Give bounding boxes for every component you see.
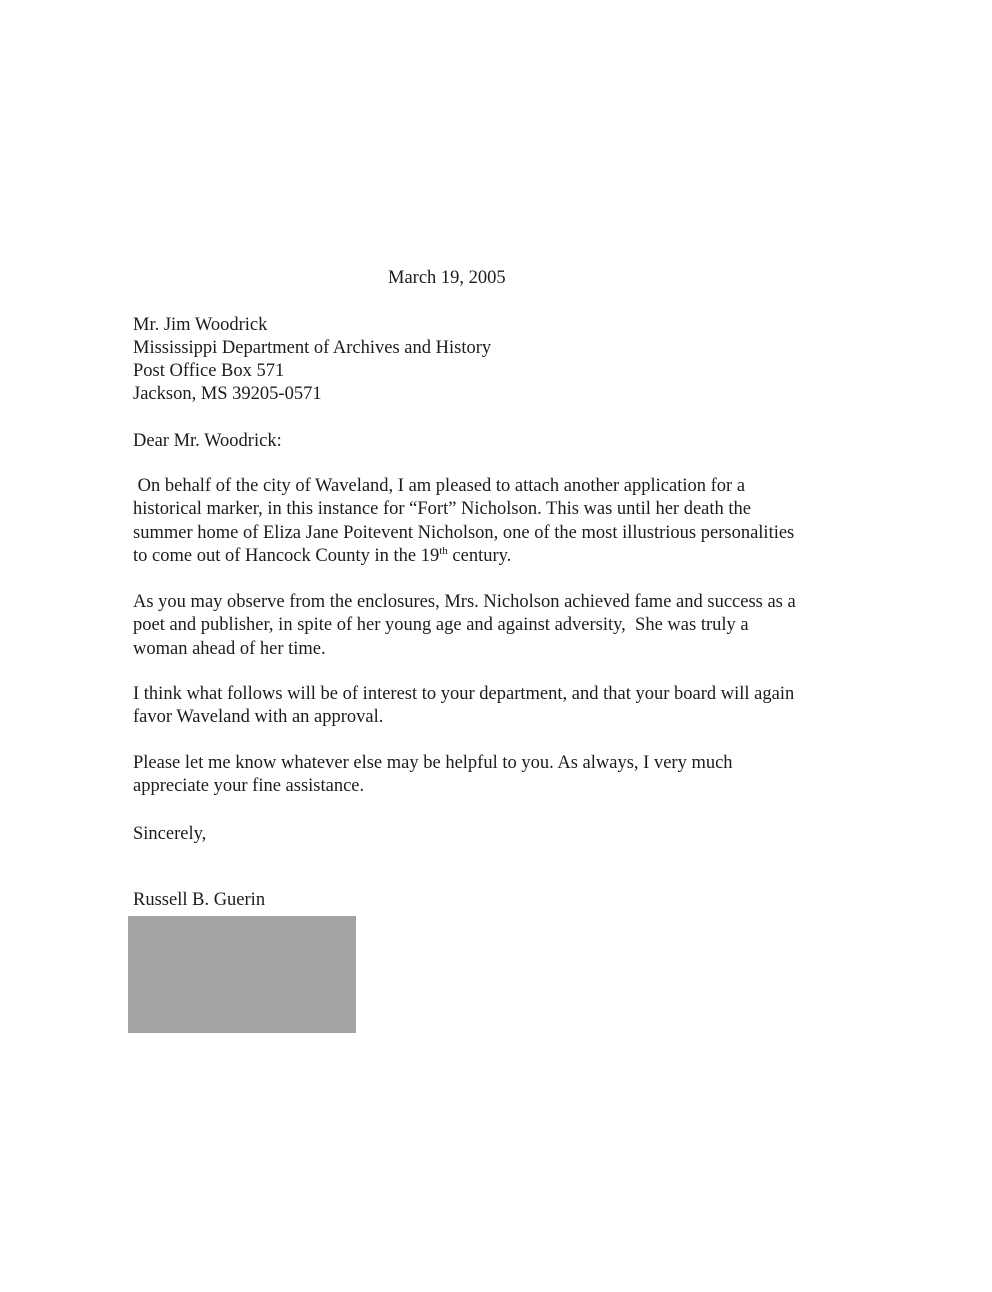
paragraph-1-line-4 — [133, 545, 863, 568]
paragraph-3-line-2: favor Waveland with an approval. — [133, 707, 384, 728]
paragraph-1-line-4-text: to come out of Hancock County in the 19 — [133, 545, 440, 566]
signer-name: Russell B. Guerin — [133, 890, 266, 910]
redaction-block — [128, 916, 356, 1033]
letter-date: March 19, 2005 — [388, 268, 506, 288]
recipient-address — [133, 314, 491, 406]
paragraph-2-line-1: As you may observe from the enclosures, Mrs. Nicholson achieved fame and success as a — [133, 592, 796, 612]
paragraph-4 — [133, 752, 863, 799]
paragraph-2 — [133, 591, 863, 661]
paragraph-2-line-2: poet and publisher, in spite of her young age and against adversity, She was truly a — [133, 615, 749, 636]
paragraph-4-line-2: appreciate your fine assistance. — [133, 776, 365, 797]
closing: Sincerely, — [133, 824, 207, 844]
paragraph-2-line-3: woman ahead of her time. — [133, 638, 326, 659]
recipient-city-state-zip: Jackson, MS 39205-0571 — [133, 384, 322, 404]
recipient-name: Mr. Jim Woodrick — [133, 315, 268, 335]
recipient-organization: Mississippi Department of Archives and History — [133, 338, 492, 358]
paragraph-3-line-1: I think what follows will be of interest to your department, and that your board will again — [133, 684, 795, 704]
paragraph-1-line-1: On behalf of the city of Waveland, I am pleased to attach another application for a — [133, 476, 746, 496]
paragraph-1-line-3: summer home of Eliza Jane Poitevent Nicholson, one of the most illustrious personalities — [133, 522, 795, 543]
paragraph-4-line-1: Please let me know whatever else may be helpful to you. As always, I very much — [133, 753, 733, 773]
salutation: Dear Mr. Woodrick: — [133, 431, 282, 451]
paragraph-1 — [133, 475, 863, 568]
paragraph-3 — [133, 683, 863, 730]
paragraph-1-line-4-end: century. — [447, 545, 512, 566]
ordinal-superscript: th — [439, 544, 448, 557]
paragraph-1-line-2: historical marker, in this instance for “Fort” Nicholson. This was until her death the — [133, 499, 752, 520]
recipient-po-box: Post Office Box 571 — [133, 361, 285, 381]
